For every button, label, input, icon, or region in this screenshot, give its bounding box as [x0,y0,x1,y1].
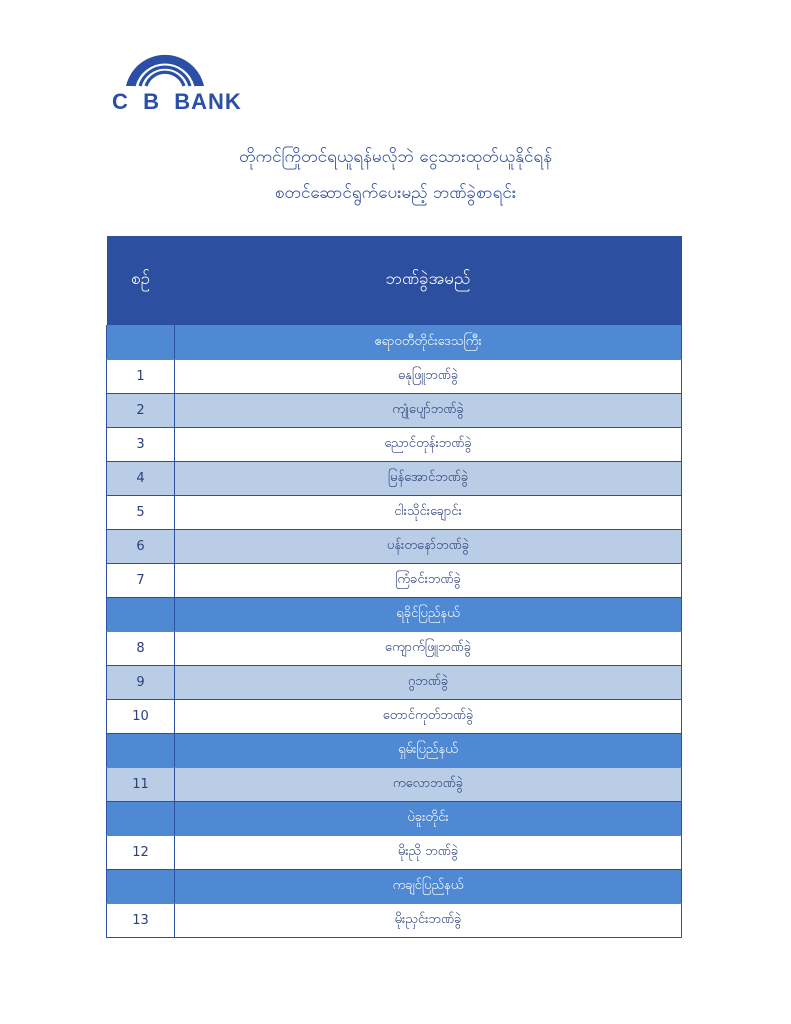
table-row [107,496,682,530]
row-number: 5 [107,496,175,530]
region-name: ဧရာဝတီတိုင်းဒေသကြီး [175,326,682,360]
branch-name: ဂွဘဏ်ခွဲ [175,666,682,700]
row-number: 8 [107,632,175,666]
table-row [107,632,682,666]
region-row [107,734,682,768]
table-row [107,768,682,802]
branch-name: မြန်အောင်ဘဏ်ခွဲ [175,462,682,496]
table-row [107,836,682,870]
table-row [107,360,682,394]
table-row [107,700,682,734]
branch-name: ကလောဘဏ်ခွဲ [175,768,682,802]
row-number: 4 [107,462,175,496]
region-row [107,870,682,904]
table-row [107,394,682,428]
row-number: 1 [107,360,175,394]
branch-name: မိုးညို ဘဏ်ခွဲ [175,836,682,870]
row-number: 2 [107,394,175,428]
region-name: ရခိုင်ပြည်နယ် [175,598,682,632]
branch-name: ကျုံပျော်ဘဏ်ခွဲ [175,394,682,428]
cb-bank-logo [110,50,250,115]
table-row [107,666,682,700]
branch-name: ဓနုဖြူဘဏ်ခွဲ [175,360,682,394]
header-branch-name: ဘဏ်ခွဲအမည် [175,236,682,326]
row-number [107,802,175,836]
row-number [107,734,175,768]
row-number: 11 [107,768,175,802]
document-title-line2: စတင်ဆောင်ရွက်ပေးမည့် ဘဏ်ခွဲစာရင်း [274,183,517,203]
table-row [107,462,682,496]
branch-name: ငါးသိုင်းချောင်း [175,496,682,530]
branch-name: တောင်ကုတ်ဘဏ်ခွဲ [175,700,682,734]
branch-table [106,236,682,938]
row-number: 9 [107,666,175,700]
row-number [107,598,175,632]
table-row [107,564,682,598]
branch-name: ကျောက်ဖြူဘဏ်ခွဲ [175,632,682,666]
row-number [107,870,175,904]
region-name: ရှမ်းပြည်နယ် [175,734,682,768]
table-row [107,904,682,938]
region-row [107,598,682,632]
region-name: ကချင်ပြည်နယ် [175,870,682,904]
region-name: ပဲခူးတိုင်း [175,802,682,836]
table-row [107,428,682,462]
table-header-row [107,236,682,326]
region-row [107,326,682,360]
branch-name: ပန်းတနော်ဘဏ်ခွဲ [175,530,682,564]
logo-arc-icon [110,50,250,90]
row-number [107,326,175,360]
region-row [107,802,682,836]
branch-name: ညောင်တုန်းဘဏ်ခွဲ [175,428,682,462]
branch-name: မိုးညှင်းဘဏ်ခွဲ [175,904,682,938]
row-number: 12 [107,836,175,870]
logo-text: C B BANK [112,89,242,114]
header-no: စဉ် [107,236,175,326]
table-row [107,530,682,564]
row-number: 3 [107,428,175,462]
document-title-line1: တိုကင်ကြိုတင်ရယူရန်မလိုဘဲ ငွေသားထုတ်ယူနိုင်ရန် [239,147,552,167]
row-number: 7 [107,564,175,598]
branch-name: ကြံခင်းဘဏ်ခွဲ [175,564,682,598]
row-number: 6 [107,530,175,564]
row-number: 13 [107,904,175,938]
row-number: 10 [107,700,175,734]
